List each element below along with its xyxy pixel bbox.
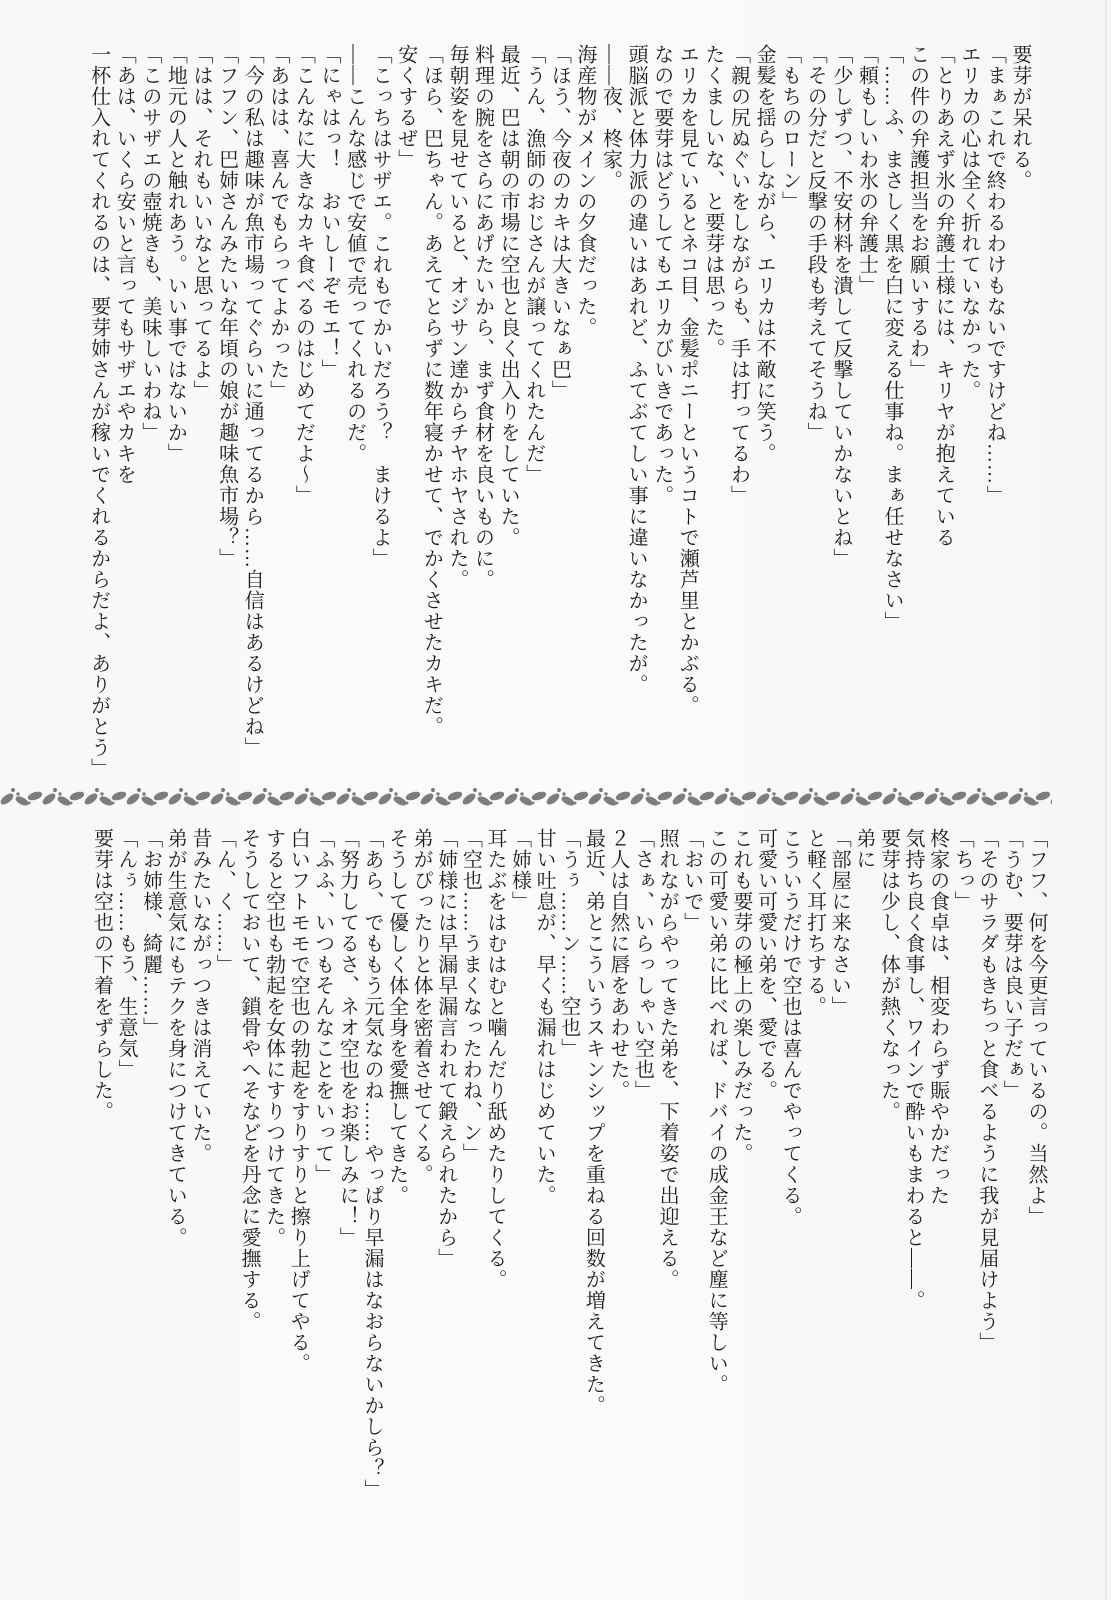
- text-line: そうしておいて、鎖骨やへそなどを丹念に愛撫する。: [238, 828, 260, 1332]
- text-line: 「ほら、巴ちゃん。あえてとらずに数年寝かせて、でかくさせたカキだ。: [420, 44, 443, 737]
- bottom-text-section: [89, 828, 1048, 1568]
- text-line: 「こんなに大きなカキ食べるのはじめてだよ～」: [292, 44, 315, 506]
- text-line: 「うむ、要芽は良い子だぁ」: [1000, 828, 1023, 1101]
- text-line: 料理の腕をさらにあげたいから、まず食材を良いものに。: [471, 44, 494, 590]
- text-line: 「はは、それもいいなと思ってるよ」: [190, 44, 212, 401]
- text-line: 金髪を揺らしながら、エリカは不敵に笑う。: [753, 44, 776, 464]
- text-line: すると空也も勃起を女体にすりつけてきた。: [262, 828, 285, 1248]
- text-line: 「部屋に来なさい」: [828, 828, 851, 1017]
- text-line: エリカを見ているとネコ目、金髪ポニーというコトで瀬芦里とかぶる。: [676, 44, 699, 716]
- text-line: 照れながらやってきた弟を、下着姿で出迎える。: [656, 828, 679, 1290]
- text-line: 「まぁこれで終わるわけもないですけどね……」: [983, 44, 1006, 506]
- text-line: 耳たぶをはむはむと噛んだり舐めたりしてくる。: [483, 828, 506, 1290]
- text-line: 「努力してるさ、ネオ空也をお楽しみに！」: [336, 828, 359, 1248]
- text-line: そうして優しく体全身を愛撫してきた。: [385, 828, 408, 1206]
- text-line: 毎朝姿を見せていると、オジサン達からチヤホヤされた。: [445, 44, 468, 590]
- text-line: この可愛い弟に比べれば、ドバイの成金王など塵に等しい。: [705, 828, 728, 1395]
- top-text-section: [85, 44, 1032, 792]
- text-line: 気持ち良く食事し、ワインで酔いもまわると――。: [902, 828, 925, 1311]
- text-line: 要芽は空也の下着をずらした。: [90, 828, 113, 1122]
- text-line: 「……ふ、まさしく黒を白に変える仕事ね。まぁ任せなさい」: [881, 44, 904, 632]
- text-line: なので要芽はどうしてもエリカびいきであった。: [650, 44, 673, 506]
- text-line: こういうだけで空也は喜んでやってくる。: [779, 828, 802, 1227]
- text-line: 「その分だと反撃の手段も考えてそうね」: [804, 44, 827, 443]
- text-line: 「ん、く……」: [213, 828, 236, 975]
- text-line: 要芽は少し、体が熱くなった。: [877, 828, 900, 1122]
- text-line: 「こっちはサザエ。これもでかいだろう？ まけるよ」: [369, 44, 392, 569]
- text-line: 「うん、漁師のおじさんが譲ってくれたんだ」: [522, 44, 545, 485]
- text-line: 「姉様」: [508, 828, 531, 912]
- scan-edge-artifact: [1105, 0, 1107, 1600]
- text-line: 「姉様には早漏早漏言われて鍛えられたから」: [434, 828, 457, 1269]
- text-line: 「空也……うまくなったわね、ン」: [459, 828, 482, 1164]
- text-line: 「にゃはっ！ おいしーぞモエ！」: [317, 44, 340, 380]
- text-line: 安くするぜ」: [394, 44, 417, 170]
- leaf-divider: [0, 783, 1052, 807]
- text-line: 海産物がメインの夕食だった。: [573, 44, 596, 338]
- text-line: 弟が生意気にもテクを身につけてきている。: [164, 828, 187, 1248]
- text-line: ――こんな感じで安値で売ってくれるのだ。: [343, 44, 366, 464]
- text-line: 弟に: [852, 828, 875, 870]
- text-line: 甘い吐息が、早くも漏れはじめていた。: [533, 828, 556, 1206]
- text-line: ２人は自然に唇をあわせた。: [606, 828, 629, 1101]
- text-line: 一杯仕入れてくれるのは、要芽姉さんが稼いでくれるからだよ、ありがとう」: [87, 44, 110, 779]
- text-line: 最近、弟とこういうスキンシップを重ねる回数が増えてきた。: [582, 828, 605, 1416]
- text-line: この件の弁護担当をお願いするわ」: [906, 44, 929, 380]
- text-line: 昔みたいながっつきは消えていた。: [188, 828, 211, 1164]
- text-line: 「んぅ……もう、生意気」: [115, 828, 138, 1080]
- text-line: 「頼もしいわ氷の弁護士」: [855, 44, 878, 296]
- text-line: 柊家の食卓は、相変わらず賑やかだった: [926, 828, 949, 1206]
- text-line: 「今の私は趣味が魚市場ってぐらいに通ってるから……自信はあるけどね」: [241, 44, 264, 758]
- text-line: 最近、巴は朝の市場に空也と良く出入りをしていた。: [497, 44, 520, 548]
- text-line: これも要芽の極上の楽しみだった。: [729, 828, 752, 1164]
- text-line: 「おいで」: [680, 828, 703, 933]
- text-line: 弟がぴったりと体を密着させてくる。: [410, 828, 433, 1185]
- text-line: 「ちっ」: [951, 828, 974, 912]
- text-line: 「少しずつ、不安材料を潰して反撃していかないとね」: [829, 44, 852, 569]
- text-line: 要芽が呆れる。: [1009, 44, 1031, 191]
- leaf-divider-pattern: [0, 783, 1052, 807]
- text-line: 「あはは、喜んでもらってよかった」: [266, 44, 289, 401]
- text-line: たくましいな、と要芽は思った。: [701, 44, 724, 359]
- text-line: 「うぅ……ン……空也」: [557, 828, 580, 1059]
- text-line: エリカの心は全く折れていなかった。: [957, 44, 980, 401]
- text-line: 「とりあえず氷の弁護士様には、キリヤが抱えている: [932, 44, 955, 548]
- text-line: 「地元の人と触れあう。いい事ではないか」: [164, 44, 187, 464]
- text-line: 「フフ、何を今更言っているの。当然よ」: [1025, 828, 1047, 1227]
- text-line: 「もちのローン」: [778, 44, 801, 212]
- text-line: 「フフン、巴姉さんみたいな年頃の娘が趣味魚市場？」: [215, 44, 238, 569]
- text-line: 「ふふ、いつもそんなことをいって」: [311, 828, 334, 1185]
- text-line: 「あは、いくら安いと言ってもサザエやカキを: [113, 44, 136, 485]
- text-line: 可愛い可愛い弟を、愛でる。: [754, 828, 777, 1101]
- text-line: 「あら、でももう元気なのね……やっぱり早漏はなおらないかしら？」: [360, 828, 383, 1500]
- text-line: と軽く耳打ちする。: [803, 828, 826, 1017]
- text-line: 「このサザエの壺焼きも、美味しいわね」: [138, 44, 161, 443]
- text-line: ――夜、柊家。: [599, 44, 622, 191]
- text-line: 「そのサラダもきちっと食べるように我が見届けよう」: [975, 828, 998, 1353]
- text-line: 「お姉様、綺麗……」: [139, 828, 162, 1038]
- text-line: 「さぁ、いらっしゃい空也」: [631, 828, 654, 1101]
- text-line: 白いフトモモで空也の勃起をすりすりと擦り上げてやる。: [287, 828, 310, 1374]
- text-line: 頭脳派と体力派の違いはあれど、ふてぶてしい事に違いなかったが。: [625, 44, 648, 695]
- text-line: 「ほう、今夜のカキは大きいなぁ巴」: [548, 44, 571, 401]
- text-line: 「親の尻ぬぐいをしながらも、手は打ってるわ」: [727, 44, 750, 506]
